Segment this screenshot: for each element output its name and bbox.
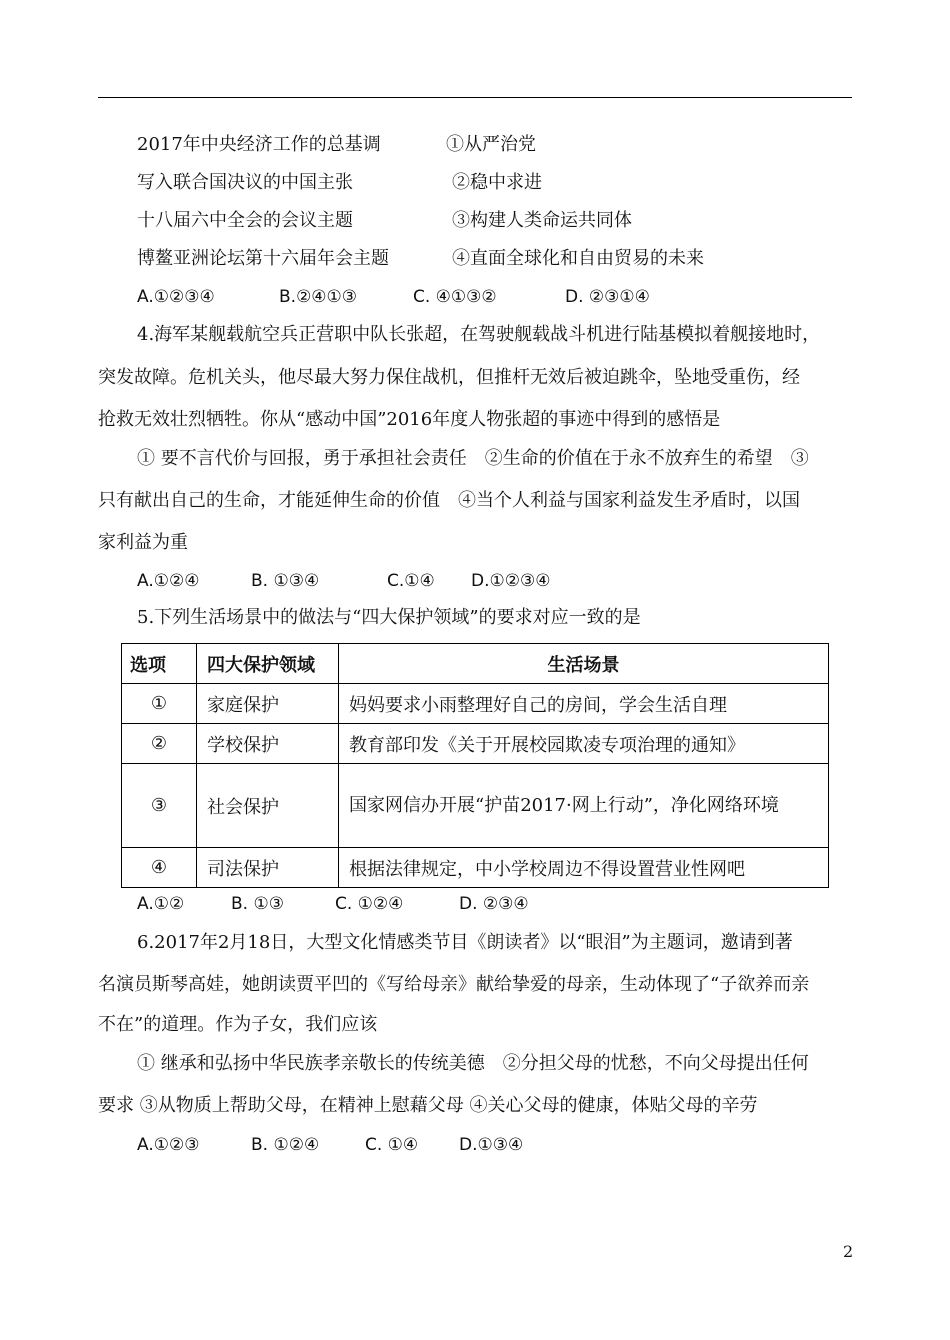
row-num: ①	[122, 684, 197, 724]
option-a: A.①②	[137, 894, 185, 914]
page-number: 2	[843, 1242, 854, 1261]
q4-items-line-3: 家利益为重	[98, 532, 188, 553]
table-row	[122, 724, 829, 764]
q4-stem-line-3: 抢救无效壮烈牺牲。你从“感动中国”2016年度人物张超的事迹中得到的感悟是	[98, 409, 721, 430]
match-left-1: 2017年中央经济工作的总基调	[137, 134, 381, 155]
match-right-3: ③构建人类命运共同体	[452, 210, 632, 231]
q5-stem: 5.下列生活场景中的做法与“四大保护领域”的要求对应一致的是	[137, 607, 641, 628]
match-right-1: ①从严治党	[446, 134, 536, 155]
q6-stem-line-1: 6.2017年2月18日，大型文化情感类节目《朗读者》以“眼泪”为主题词，邀请到著	[137, 932, 793, 953]
row-field: 家庭保护	[197, 684, 339, 724]
table-row	[122, 764, 829, 848]
option-b: B.②④①③	[279, 287, 358, 307]
table-header-row	[122, 644, 829, 684]
option-d: D.①③④	[459, 1135, 524, 1155]
q4-items-line-1: ① 要不言代价与回报，勇于承担社会责任 ②生命的价值在于永不放弃生的希望 ③	[137, 448, 809, 469]
match-left-2: 写入联合国决议的中国主张	[137, 172, 353, 193]
header-option: 选项	[122, 644, 197, 684]
option-c: C. ④①③②	[413, 287, 497, 307]
match-left-3: 十八届六中全会的会议主题	[137, 210, 353, 231]
row-field: 学校保护	[197, 724, 339, 764]
option-d: D. ②③①④	[565, 287, 650, 307]
option-c: C. ①④	[365, 1135, 419, 1155]
option-b: B. ①③	[231, 894, 284, 914]
row-field: 司法保护	[197, 848, 339, 888]
match-right-4: ④直面全球化和自由贸易的未来	[452, 248, 704, 269]
q6-options	[137, 1133, 523, 1157]
option-a: A.①②④	[137, 571, 200, 591]
option-c: C.①④	[387, 571, 435, 591]
q4-items-line-2: 只有献出自己的生命，才能延伸生命的价值 ④当个人利益与国家利益发生矛盾时，以国	[98, 490, 800, 511]
match-left-4: 博鳌亚洲论坛第十六届年会主题	[137, 248, 389, 269]
option-a: A.①②③④	[137, 287, 215, 307]
q5-options	[137, 892, 529, 916]
row-scene: 国家网信办开展“护苗2017·网上行动”，净化网络环境	[339, 764, 829, 848]
row-field: 社会保护	[197, 764, 339, 848]
header-rule	[98, 97, 852, 98]
row-scene: 妈妈要求小雨整理好自己的房间，学会生活自理	[339, 684, 829, 724]
row-scene: 教育部印发《关于开展校园欺凌专项治理的通知》	[339, 724, 829, 764]
row-num: ③	[122, 764, 197, 848]
option-d: D.①②③④	[471, 571, 551, 591]
q6-items-line-1: ① 继承和弘扬中华民族孝亲敬长的传统美德 ②分担父母的忧愁，不向父母提出任何	[137, 1053, 809, 1074]
header-field: 四大保护领域	[197, 644, 339, 684]
match-right-2: ②稳中求进	[452, 172, 542, 193]
q4-stem-line-1: 4.海军某舰载航空兵正营职中队长张超，在驾驶舰载战斗机进行陆基模拟着舰接地时，	[137, 324, 821, 345]
q4-options	[137, 569, 550, 593]
q6-stem-line-2: 名演员斯琴高娃，她朗读贾平凹的《写给母亲》献给挚爱的母亲，生动体现了“子欲养而亲	[98, 974, 810, 995]
option-b: B. ①③④	[251, 571, 320, 591]
row-num: ④	[122, 848, 197, 888]
option-b: B. ①②④	[251, 1135, 320, 1155]
table-row	[122, 684, 829, 724]
row-scene: 根据法律规定，中小学校周边不得设置营业性网吧	[339, 848, 829, 888]
option-c: C. ①②④	[335, 894, 404, 914]
table-row	[122, 848, 829, 888]
header-scene: 生活场景	[339, 644, 829, 684]
option-d: D. ②③④	[459, 894, 529, 914]
q6-stem-line-3: 不在”的道理。作为子女，我们应该	[98, 1014, 378, 1035]
protection-table	[121, 643, 829, 888]
q6-items-line-2: 要求 ③从物质上帮助父母，在精神上慰藉父母 ④关心父母的健康，体贴父母的辛劳	[98, 1095, 758, 1116]
option-a: A.①②③	[137, 1135, 200, 1155]
q4-stem-line-2: 突发故障。危机关头，他尽最大努力保住战机，但推杆无效后被迫跳伞，坠地受重伤，经	[98, 367, 800, 388]
match-options	[137, 285, 650, 309]
row-num: ②	[122, 724, 197, 764]
